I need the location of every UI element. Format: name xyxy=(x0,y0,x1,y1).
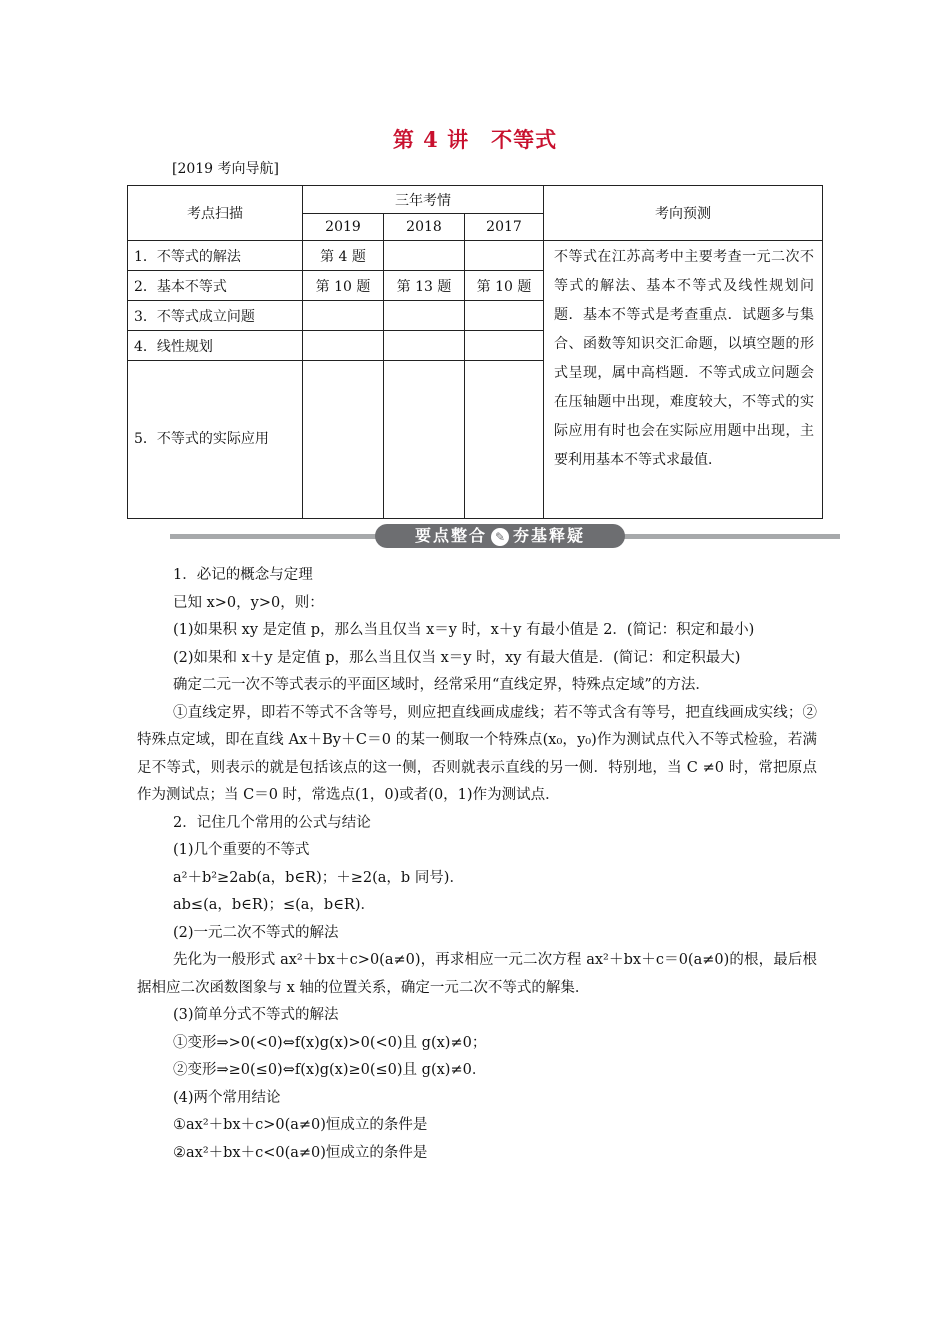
banner-left: 要点整合 xyxy=(414,526,487,545)
year-2017: 2017 xyxy=(465,214,544,241)
year-cell xyxy=(384,331,465,361)
paragraph: 已知 x>0，y>0，则： xyxy=(173,594,324,611)
year-cell xyxy=(384,361,465,519)
year-cell xyxy=(303,361,384,519)
point-cell: 1．不等式的解法 xyxy=(128,241,303,271)
formula-line: ab≤(a，b∈R)；≤(a，b∈R)． xyxy=(173,897,376,913)
year-cell xyxy=(465,331,544,361)
year-cell xyxy=(465,301,544,331)
year-cell xyxy=(384,301,465,331)
paragraph: (3)简单分式不等式的解法 xyxy=(173,1007,339,1023)
page-title: 第 4 讲 不等式 xyxy=(392,127,558,152)
formula-line: ②变形⇒≥0(≤0)⇔f(x)g(x)≥0(≤0)且 g(x)≠0． xyxy=(173,1062,487,1078)
year-cell xyxy=(465,361,544,519)
point-cell: 3．不等式成立问题 xyxy=(128,301,303,331)
formula-line: ①变形⇒>0(<0)⇔f(x)g(x)>0(<0)且 g(x)≠0； xyxy=(173,1034,487,1051)
banner-right: 夯基释疑 xyxy=(513,526,586,545)
formula-line: ②ax²＋bx＋c<0(a≠0)恒成立的条件是 xyxy=(173,1144,428,1161)
paragraph: (2)如果和 x＋y 是定值 p，那么当且仅当 x＝y 时，xy 有最大值是．(简记：和定积最大) xyxy=(173,649,741,666)
header-years: 三年考情 xyxy=(303,186,544,214)
content-body xyxy=(137,562,817,1167)
paragraph: ①直线定界，即若不等式不含等号，则应把直线画成虚线；若不等式含有等号，把直线画成实线；②特殊点定域，即在直线 Ax＋By＋C＝0 的某一侧取一个特殊点(x₀，y₀)作为测试点代入不等式检验，若满足不等式，则表示的就是包括该点的这一侧，否则就表示直线的另一侧．特别地，当 C ≠0 时，常把原点作为测试点；当 C＝0 时，常选点(1，0)或者(0，1)作为测试点． xyxy=(137,704,817,803)
year-cell xyxy=(465,241,544,271)
paragraph: (4)两个常用结论 xyxy=(173,1089,281,1106)
forecast-text: 不等式在江苏高考中主要考查一元二次不等式的解法、基本不等式及线性规划问题．基本不等式是考查重点．试题多与集合、函数等知识交汇命题，以填空题的形式呈现，属中高档题．不等式成立问题会在压轴题中出现，难度较大，不等式的实际应用有时也会在实际应用题中出现，主要利用基本不等式求最值． xyxy=(544,241,823,519)
pencil-icon: ✎ xyxy=(491,528,509,546)
paragraph: (1)如果积 xy 是定值 p，那么当且仅当 x＝y 时，x＋y 有最小值是 2．(简记：积定和最小) xyxy=(173,622,755,638)
nav-label: [2019 考向导航] xyxy=(172,161,280,177)
year-cell: 第 13 题 xyxy=(384,271,465,301)
paragraph: 先化为一般形式 ax²＋bx＋c>0(a≠0)，再求相应一元二次方程 ax²＋bx＋c＝0(a≠0)的根，最后根据相应二次函数图象与 x 轴的位置关系，确定一元二次不等式的解集． xyxy=(137,952,817,996)
year-2019: 2019 xyxy=(303,214,384,241)
year-cell xyxy=(384,241,465,271)
point-cell: 5．不等式的实际应用 xyxy=(128,361,303,519)
year-cell xyxy=(303,301,384,331)
year-cell: 第 10 题 xyxy=(465,271,544,301)
year-cell: 第 10 题 xyxy=(303,271,384,301)
banner-pill xyxy=(375,524,625,548)
paragraph: 确定二元一次不等式表示的平面区域时，经常采用“直线定界，特殊点定域”的方法． xyxy=(173,677,710,693)
formula-line: ①ax²＋bx＋c>0(a≠0)恒成立的条件是 xyxy=(173,1117,428,1133)
year-2018: 2018 xyxy=(384,214,465,241)
paragraph: (1)几个重要的不等式 xyxy=(173,842,310,858)
year-cell: 第 4 题 xyxy=(303,241,384,271)
point-cell: 4．线性规划 xyxy=(128,331,303,361)
exam-table xyxy=(127,185,823,519)
section-heading: 1．必记的概念与定理 xyxy=(173,567,313,583)
header-forecast: 考向预测 xyxy=(544,186,823,241)
point-cell: 2．基本不等式 xyxy=(128,271,303,301)
header-points: 考点扫描 xyxy=(128,186,303,241)
paragraph: (2)一元二次不等式的解法 xyxy=(173,924,339,941)
section-banner xyxy=(170,524,840,548)
section-heading: 2．记住几个常用的公式与结论 xyxy=(173,814,371,831)
table-row xyxy=(128,241,823,271)
year-cell xyxy=(303,331,384,361)
formula-line: a²＋b²≥2ab(a，b∈R)；＋≥2(a，b 同号)． xyxy=(173,869,464,886)
